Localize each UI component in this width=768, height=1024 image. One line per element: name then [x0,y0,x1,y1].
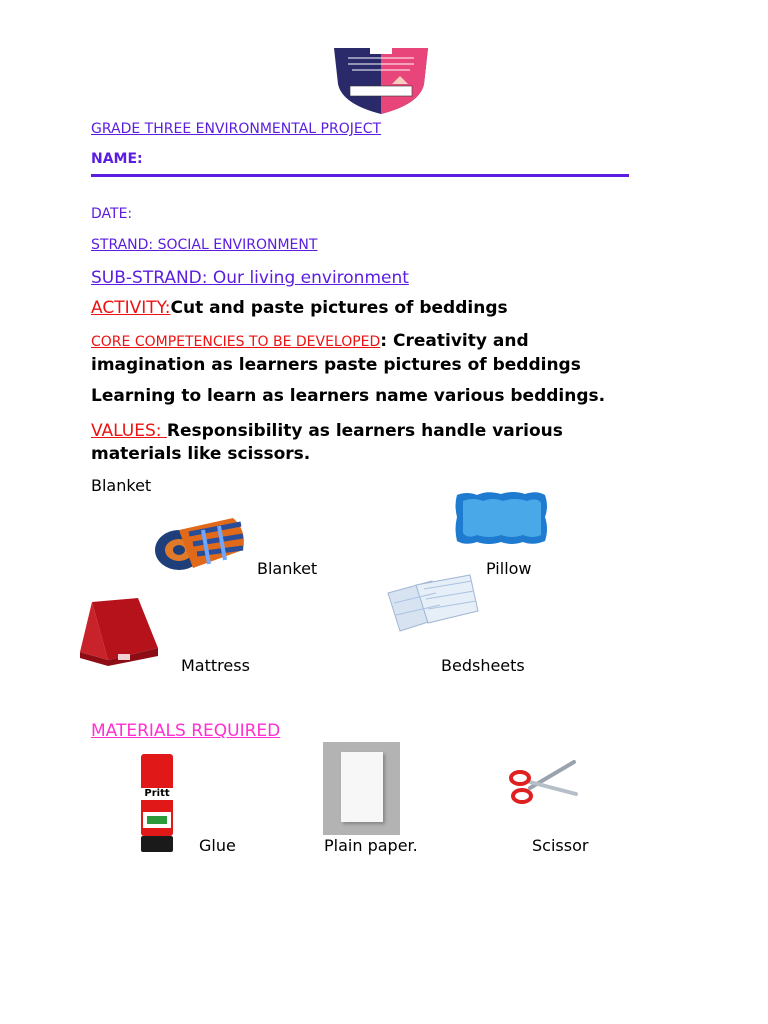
materials-heading: MATERIALS REQUIRED [91,721,281,741]
values-text-1: Responsibility as learners handle various [166,421,563,441]
competencies-text-2: imagination as learners paste pictures of beddings [91,355,581,375]
blanket-image [153,510,249,576]
blanket-label: Blanket [257,559,318,578]
name-label: NAME: [91,151,143,167]
bedsheets-image [386,573,480,639]
glue-label: Glue [199,836,236,855]
mattress-image [78,596,160,668]
project-title: GRADE THREE ENVIRONMENTAL PROJECT [91,121,382,137]
plain-paper-image [323,742,400,835]
pillow-image [453,489,549,547]
beddings-intro: Blanket [91,476,152,495]
name-line[interactable] [91,174,629,177]
mattress-label: Mattress [181,656,250,675]
values-text-2: materials like scissors. [91,444,311,464]
scissor-label: Scissor [532,836,589,855]
activity-text: Cut and paste pictures of beddings [170,298,508,318]
sub-strand-heading: SUB-STRAND: Our living environment [91,268,409,288]
activity-label: ACTIVITY: [91,298,171,318]
values-block [91,420,563,466]
plain-paper-label: Plain paper. [324,836,418,855]
values-label: VALUES: [91,421,167,441]
date-label: DATE: [91,206,133,222]
pillow-label: Pillow [486,559,532,578]
activity-line [91,298,508,318]
scissors-icon [506,758,578,810]
competencies-text-1: : Creativity and [380,331,529,351]
competencies-label: CORE COMPETENCIES TO BE DEVELOPED [91,334,381,350]
bedsheets-label: Bedsheets [441,656,525,675]
strand-heading: STRAND: SOCIAL ENVIRONMENT [91,237,318,253]
paper-sheet [341,752,383,822]
competencies-block [91,330,711,377]
glue-brand-text: Pritt [139,788,175,800]
school-logo [330,44,432,118]
learning-line: Learning to learn as learners name various beddings. [91,386,606,406]
glue-stick-image [137,752,177,854]
